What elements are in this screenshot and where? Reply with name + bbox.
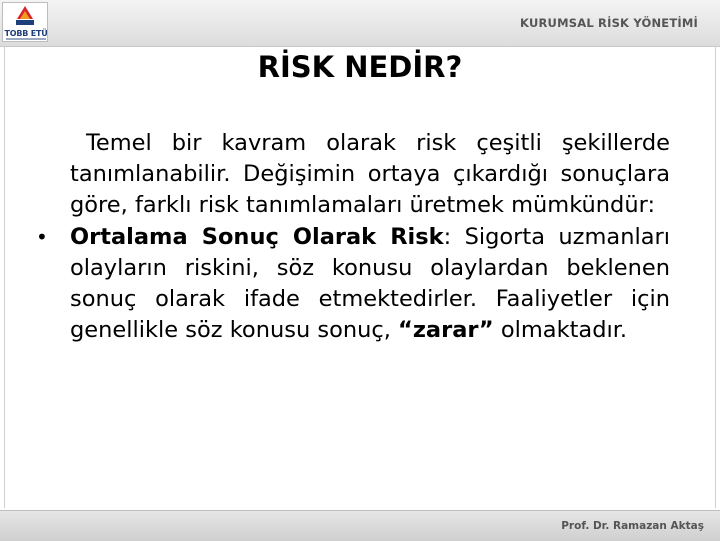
tobb-etu-logo [2,2,48,42]
intro-paragraph: Temel bir kavram olarak risk çeşitli şekillerde tanımlanabilir. Değişimin ortaya çıkardığı sonuçlara göre, farklı risk tanımlamaları üretmek mümkündür: [70,130,670,219]
header-bar [0,0,720,47]
bullet-marker: • [36,224,48,249]
bullet-term: Ortalama Sonuç Olarak Risk [70,223,444,250]
bullet-emphasis: “zarar” [398,317,494,344]
logo-text: TOBB ETÜ [4,29,48,38]
footer-bar [0,510,720,541]
bullet-item [36,222,670,347]
logo-underline [6,38,46,40]
bullet-text-1: : Sigorta uzmanları olayların riskini, söz konusu olaylardan beklenen sonuç olarak ifade etmektedirler. Faaliyetler için genellikle söz konusu sonuç, [70,223,670,344]
header-title: KURUMSAL RİSK YÖNETİMİ [520,16,698,30]
slide-title: RİSK NEDİR? [257,50,463,84]
logo-emblem-icon [13,5,37,29]
bullet-text-2: olmaktadır. [493,317,628,344]
right-rule [715,46,716,508]
left-rule [4,46,5,508]
slide-body [36,128,670,346]
footer-author: Prof. Dr. Ramazan Aktaş [561,520,704,532]
